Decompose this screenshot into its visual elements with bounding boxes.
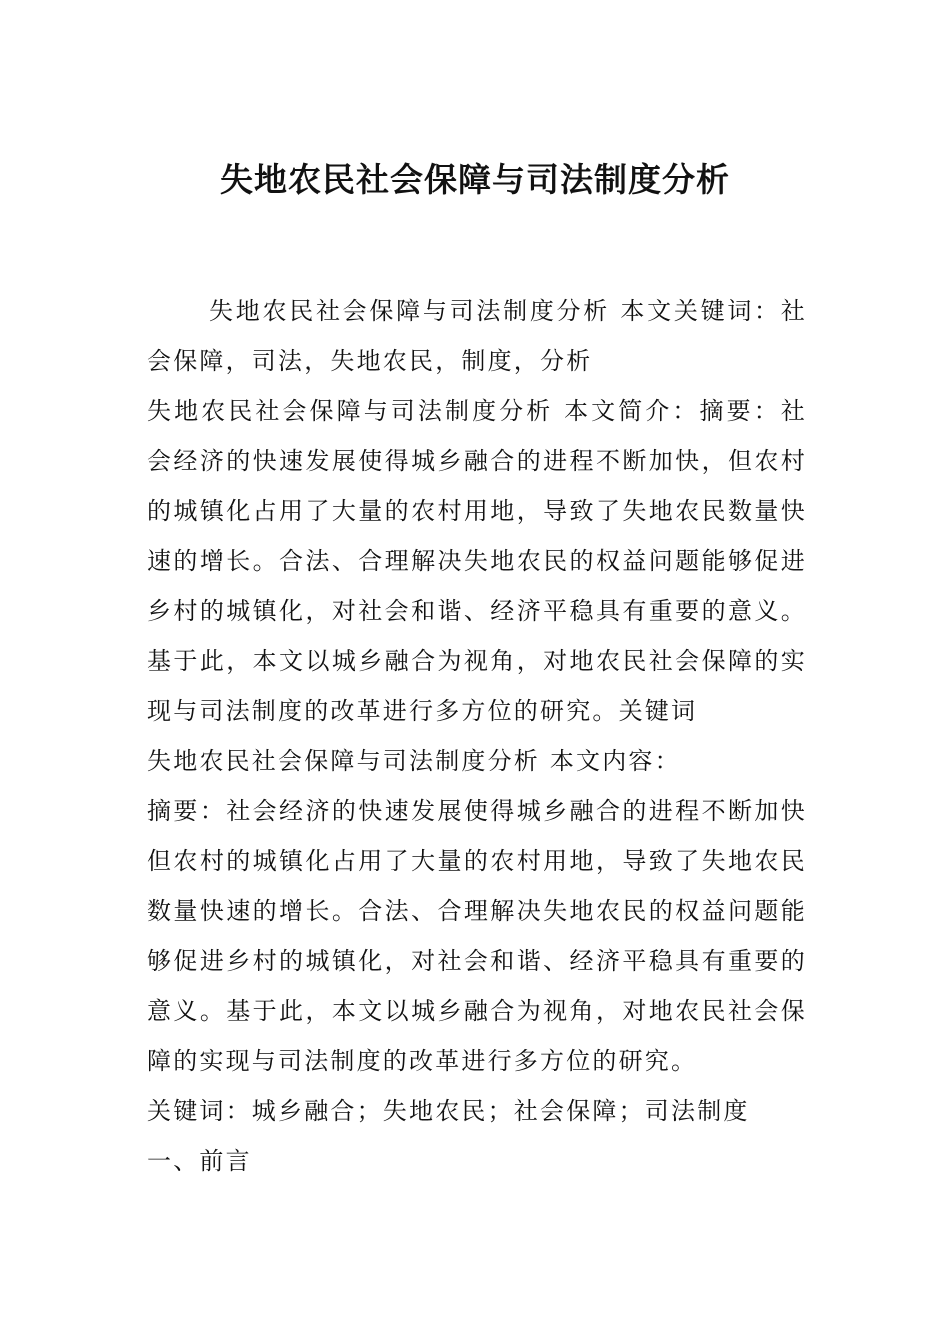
keywords-summary-paragraph: 失地农民社会保障与司法制度分析 本文关键词：社会保障，司法，失地农民，制度，分析	[147, 297, 807, 375]
section-heading-preface: 一、前言	[147, 1147, 252, 1175]
abstract-paragraph: 摘要：社会经济的快速发展使得城乡融合的进程不断加快但农村的城镇化占用了大量的农村用地，导致了失地农民数量快速的增长。合法、合理解决失地农民的权益问题能够促进乡村的城镇化，对社会和谐、经济平稳具有重要的意义。基于此，本文以城乡融合为视角，对地农民社会保障的实现与司法制度的改革进行多方位的研究。	[147, 797, 807, 1075]
document-body	[147, 286, 807, 1186]
content-heading-paragraph: 失地农民社会保障与司法制度分析 本文内容：	[147, 747, 681, 775]
introduction-summary-paragraph: 失地农民社会保障与司法制度分析 本文简介：摘要：社会经济的快速发展使得城乡融合的进程不断加快，但农村的城镇化占用了大量的农村用地，导致了失地农民数量快速的增长。合法、合理解决失地农民的权益问题能够促进乡村的城镇化，对社会和谐、经济平稳具有重要的意义。基于此，本文以城乡融合为视角，对地农民社会保障的实现与司法制度的改革进行多方位的研究。关键词	[147, 397, 807, 725]
document-title: 失地农民社会保障与司法制度分析	[220, 160, 730, 199]
keywords-paragraph: 关键词：城乡融合；失地农民；社会保障；司法制度	[147, 1097, 750, 1125]
